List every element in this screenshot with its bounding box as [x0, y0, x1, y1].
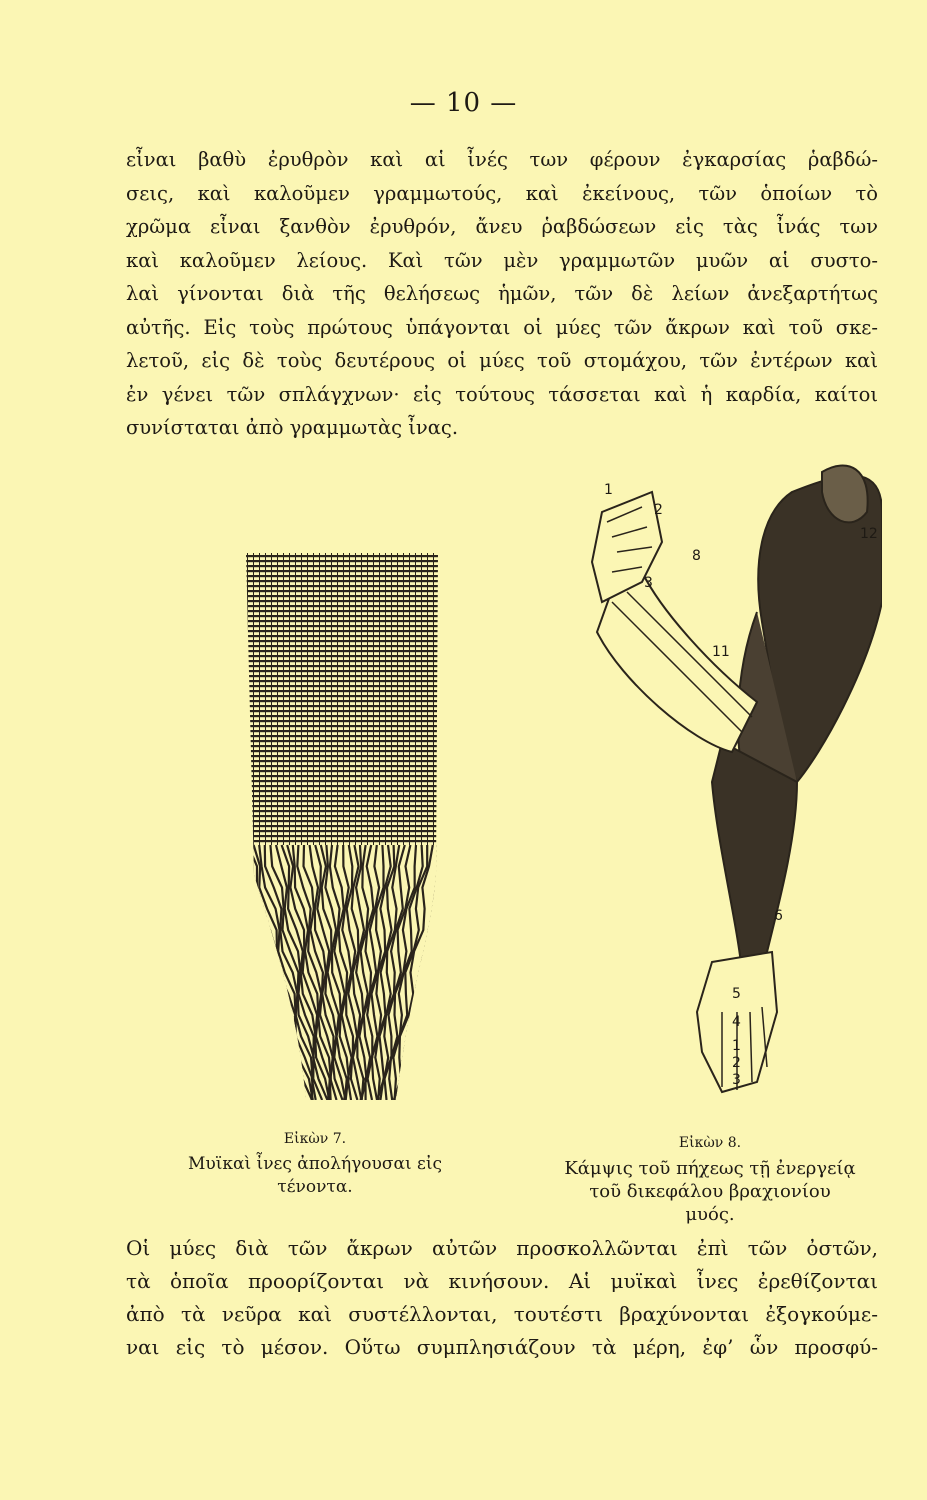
- text-line: αὐτῆς. Εἰς τοὺς πρώτους ὑπάγονται οἱ μύες τῶν ἄκρων καὶ τοῦ σκε-: [126, 315, 878, 339]
- text-line: λετοῦ, εἰς δὲ τοὺς δευτέρους οἱ μύες τοῦ στομάχου, τῶν ἐντέρων καὶ: [126, 349, 878, 372]
- text-line: χρῶμα εἶναι ξανθὸν ἐρυθρόν, ἄνευ ῥαβδώσεων εἰς τὰς ἶνάς των: [126, 215, 878, 238]
- fig8-label: 5: [732, 986, 741, 1002]
- fig8-label: 3: [644, 575, 653, 591]
- fig8-label: 8: [692, 548, 701, 564]
- text-line: λαὶ γίνονται διὰ τῆς θελήσεως ἡμῶν, τῶν δὲ λείων ἀνεξαρτήτως: [126, 282, 878, 305]
- text-line: σεις, καὶ καλοῦμεν γραμμωτούς, καὶ ἐκείνους, τῶν ὁποίων τὸ: [126, 181, 878, 205]
- page-number: — 10 —: [409, 88, 518, 118]
- fig8-label: 1: [604, 482, 613, 498]
- fig8-label: 4: [732, 1014, 741, 1030]
- fig8-label: 11: [712, 644, 730, 660]
- figure-7-caption-line: τένοντα.: [277, 1177, 353, 1197]
- text-line: τὰ ὁποῖα προορίζονται νὰ κινήσουν. Αἱ μυϊκαὶ ἶνες ἐρεθίζονται: [126, 1269, 878, 1293]
- figure-8-caption-line: τοῦ δικεφάλου βραχιονίου: [589, 1181, 831, 1202]
- bottom-paragraph: [126, 1232, 878, 1364]
- muscle-fibers-illustration: [236, 545, 448, 1100]
- figure-7-caption-line: Μυϊκαὶ ἶνες ἀπολήγουσαι εἰς: [187, 1154, 443, 1174]
- figure-8-caption-line: Κάμψις τοῦ πήχεως τῇ ἐνεργείᾳ: [564, 1158, 856, 1179]
- arm-flexion-illustration: [582, 452, 882, 1112]
- top-paragraph: [126, 143, 878, 445]
- figure-8-number: Εἰκὼν 8.: [678, 1135, 742, 1151]
- fig8-label: 2: [732, 1055, 741, 1071]
- text-line: καὶ καλοῦμεν λείους. Καὶ τῶν μὲν γραμμωτῶν μυῶν αἱ συστο-: [126, 248, 878, 272]
- text-line: ναι εἰς τὸ μέσον. Οὕτω συμπλησιάζουν τὰ μέρη, ἐφ’ ὧν προσφύ-: [126, 1335, 878, 1359]
- fig8-label: 1: [732, 1038, 741, 1054]
- figure-8-caption: [500, 1132, 920, 1226]
- text-line: συνίσταται ἀπὸ γραμμωτὰς ἶνας.: [126, 416, 459, 439]
- fig8-label: 2: [654, 502, 663, 518]
- text-line: ἐν γένει τῶν σπλάγχνων· εἰς τούτους τάσσεται καὶ ἡ καρδία, καίτοι: [126, 382, 878, 406]
- text-line: εἶναι βαθὺ ἐρυθρὸν καὶ αἱ ἶνές των φέρουν ἐγκαρσίας ῥαβδώ-: [126, 148, 878, 171]
- fig8-label: 12: [860, 526, 878, 542]
- text-line: Οἱ μύες διὰ τῶν ἄκρων αὐτῶν προσκολλῶνται ἐπὶ τῶν ὀστῶν,: [126, 1236, 878, 1260]
- figure-7-caption: [140, 1128, 490, 1199]
- figure-8-caption-line: μυός.: [685, 1204, 735, 1225]
- fig8-label: 3: [732, 1072, 741, 1088]
- figure-7-number: Εἰκὼν 7.: [283, 1131, 347, 1147]
- fig8-label: 6: [774, 908, 783, 924]
- text-line: ἀπὸ τὰ νεῦρα καὶ συστέλλονται, τουτέστι βραχύνονται ἐξογκούμε-: [126, 1302, 878, 1326]
